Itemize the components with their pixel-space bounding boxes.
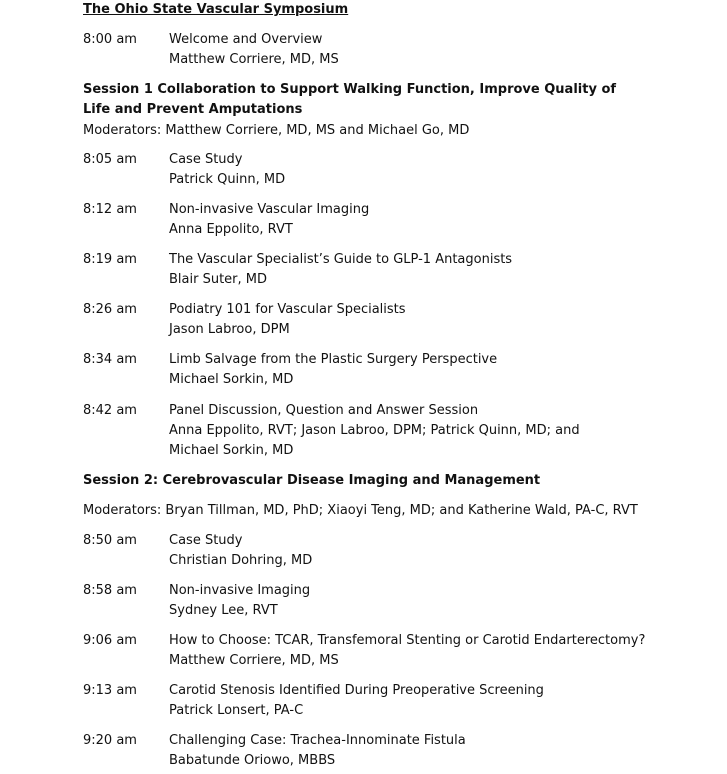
agenda-speaker: Michael Sorkin, MD: [169, 372, 294, 387]
agenda-time: 8:00 am: [83, 32, 137, 47]
agenda-talk-title: Case Study: [169, 152, 243, 167]
agenda-speaker: Anna Eppolito, RVT; Jason Labroo, DPM; Patrick Quinn, MD; and: [169, 423, 580, 438]
agenda-speaker: Patrick Lonsert, PA-C: [169, 703, 304, 718]
agenda-time: 9:13 am: [83, 683, 137, 698]
agenda-talk-title: How to Choose: TCAR, Transfemoral Stenting or Carotid Endarterectomy?: [169, 633, 646, 648]
agenda-talk-title: Limb Salvage from the Plastic Surgery Perspective: [169, 352, 498, 367]
agenda-talk-title: Non-invasive Vascular Imaging: [169, 202, 370, 217]
agenda-talk-title: Panel Discussion, Question and Answer Session: [169, 403, 479, 418]
agenda-time: 8:26 am: [83, 302, 137, 317]
agenda-time: 8:58 am: [83, 583, 137, 598]
agenda-speaker: Matthew Corriere, MD, MS: [169, 653, 339, 668]
agenda-speaker: Babatunde Oriowo, MBBS: [169, 753, 336, 768]
agenda-time: 8:19 am: [83, 252, 137, 267]
agenda-talk-title: Podiatry 101 for Vascular Specialists: [169, 302, 406, 317]
agenda-talk-title: Welcome and Overview: [169, 32, 323, 47]
agenda-time: 8:34 am: [83, 352, 137, 367]
agenda-talk-title: Carotid Stenosis Identified During Preoperative Screening: [169, 683, 544, 698]
session-1-heading: Session 1 Collaboration to Support Walking Function, Improve Quality of Life and Prevent Amputations: [83, 82, 617, 117]
agenda-speaker: Jason Labroo, DPM: [169, 322, 290, 337]
agenda-time: 8:42 am: [83, 403, 137, 418]
agenda-talk-title: The Vascular Specialist’s Guide to GLP-1 Antagonists: [169, 252, 513, 267]
agenda-time: 8:05 am: [83, 152, 137, 167]
agenda-time: 9:06 am: [83, 633, 137, 648]
session-2-heading: Session 2: Cerebrovascular Disease Imaging and Management: [83, 473, 541, 488]
agenda-speaker: Anna Eppolito, RVT: [169, 222, 293, 237]
session-2-moderators: Moderators: Bryan Tillman, MD, PhD; Xiaoyi Teng, MD; and Katherine Wald, PA-C, RVT: [83, 503, 638, 518]
agenda-time: 8:50 am: [83, 533, 137, 548]
agenda-speaker: Christian Dohring, MD: [169, 553, 313, 568]
agenda-time: 8:12 am: [83, 202, 137, 217]
agenda-speaker: Matthew Corriere, MD, MS: [169, 52, 339, 67]
session-1-moderators: Moderators: Matthew Corriere, MD, MS and Michael Go, MD: [83, 123, 470, 138]
agenda-talk-title: Challenging Case: Trachea-Innominate Fistula: [169, 733, 466, 748]
agenda-time: 9:20 am: [83, 733, 137, 748]
agenda-speaker-continued: Michael Sorkin, MD: [169, 443, 294, 458]
agenda-speaker: Blair Suter, MD: [169, 272, 268, 287]
agenda-talk-title: Case Study: [169, 533, 243, 548]
agenda-speaker: Patrick Quinn, MD: [169, 172, 286, 187]
agenda-speaker: Sydney Lee, RVT: [169, 603, 278, 618]
agenda-talk-title: Non-invasive Imaging: [169, 583, 311, 598]
document-title: The Ohio State Vascular Symposium: [83, 2, 349, 17]
